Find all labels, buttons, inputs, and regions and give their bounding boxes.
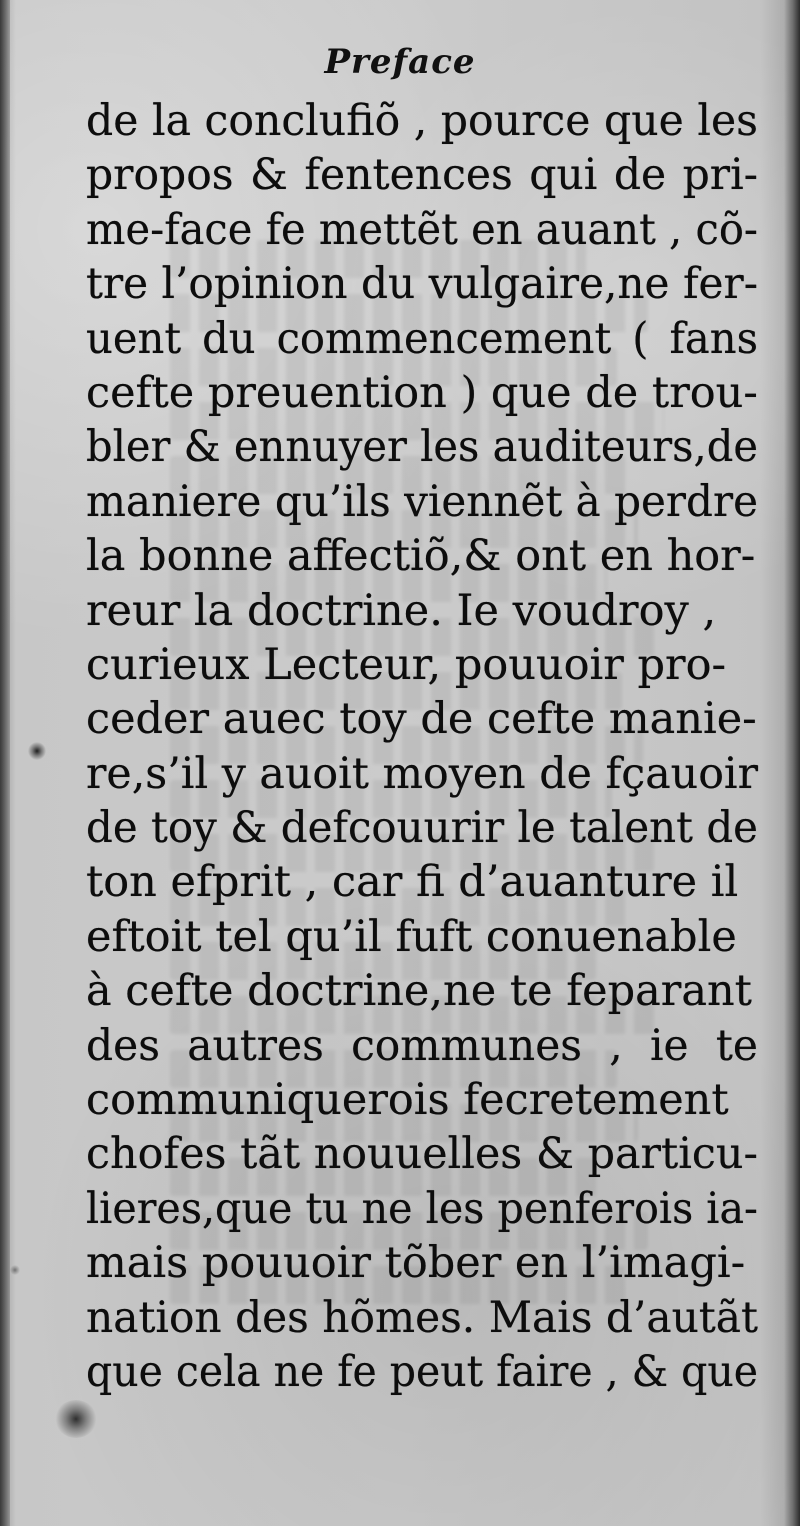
text-line: la bonne affectiõ,& ont en hor- — [86, 531, 756, 582]
text-line: uent du commencement ( fans — [86, 313, 758, 364]
page-left-edge — [0, 0, 10, 1526]
text-line: propos & fentences qui de pri- — [86, 150, 759, 201]
text-line: eftoit tel qu’il fuft conuenable — [86, 911, 737, 962]
text-line: ceder auec toy de cefte manie- — [86, 694, 757, 745]
text-line: que cela ne fe peut faire , & que — [86, 1346, 759, 1397]
ink-blot — [55, 1400, 97, 1438]
running-header: Preface — [324, 42, 476, 82]
text-line: curieux Lecteur, pouuoir pro- — [86, 639, 726, 690]
body-text — [86, 94, 758, 1399]
text-line: nation des hõmes. Mais d’autãt — [86, 1292, 758, 1343]
ink-blot — [10, 1265, 20, 1275]
text-line: communiquerois fecretement — [86, 1075, 729, 1126]
text-line: de la conclufiõ , pource que les — [86, 96, 759, 146]
text-line: maniere qu’ils viennẽt à perdre — [86, 476, 758, 527]
text-line: mais pouuoir tõber en l’imagi- — [86, 1238, 746, 1289]
text-line: ton efprit , car fi d’auanture il — [86, 857, 739, 908]
text-line: chofes tãt nouuelles & particu- — [86, 1129, 758, 1180]
text-line: me-face fe mettẽt en auant , cõ- — [86, 204, 758, 255]
text-line: cefte preuention ) que de trou- — [86, 367, 758, 418]
text-line: à cefte doctrine,ne te feparant — [86, 966, 752, 1017]
text-line: bler & ennuyer les auditeurs,de — [86, 422, 758, 473]
page-right-edge — [784, 0, 800, 1526]
text-line: re,s’il y auoit moyen de fçauoir — [86, 748, 758, 799]
text-line: lieres,que tu ne les penferois ia- — [86, 1183, 758, 1234]
text-line: des autres communes , ie te — [86, 1020, 758, 1071]
text-line: tre l’opinion du vulgaire,ne fer- — [86, 259, 758, 310]
ink-blot — [28, 742, 46, 760]
text-line: reur la doctrine. Ie voudroy , — [86, 585, 717, 636]
text-line: de toy & defcouurir le talent de — [86, 803, 759, 854]
